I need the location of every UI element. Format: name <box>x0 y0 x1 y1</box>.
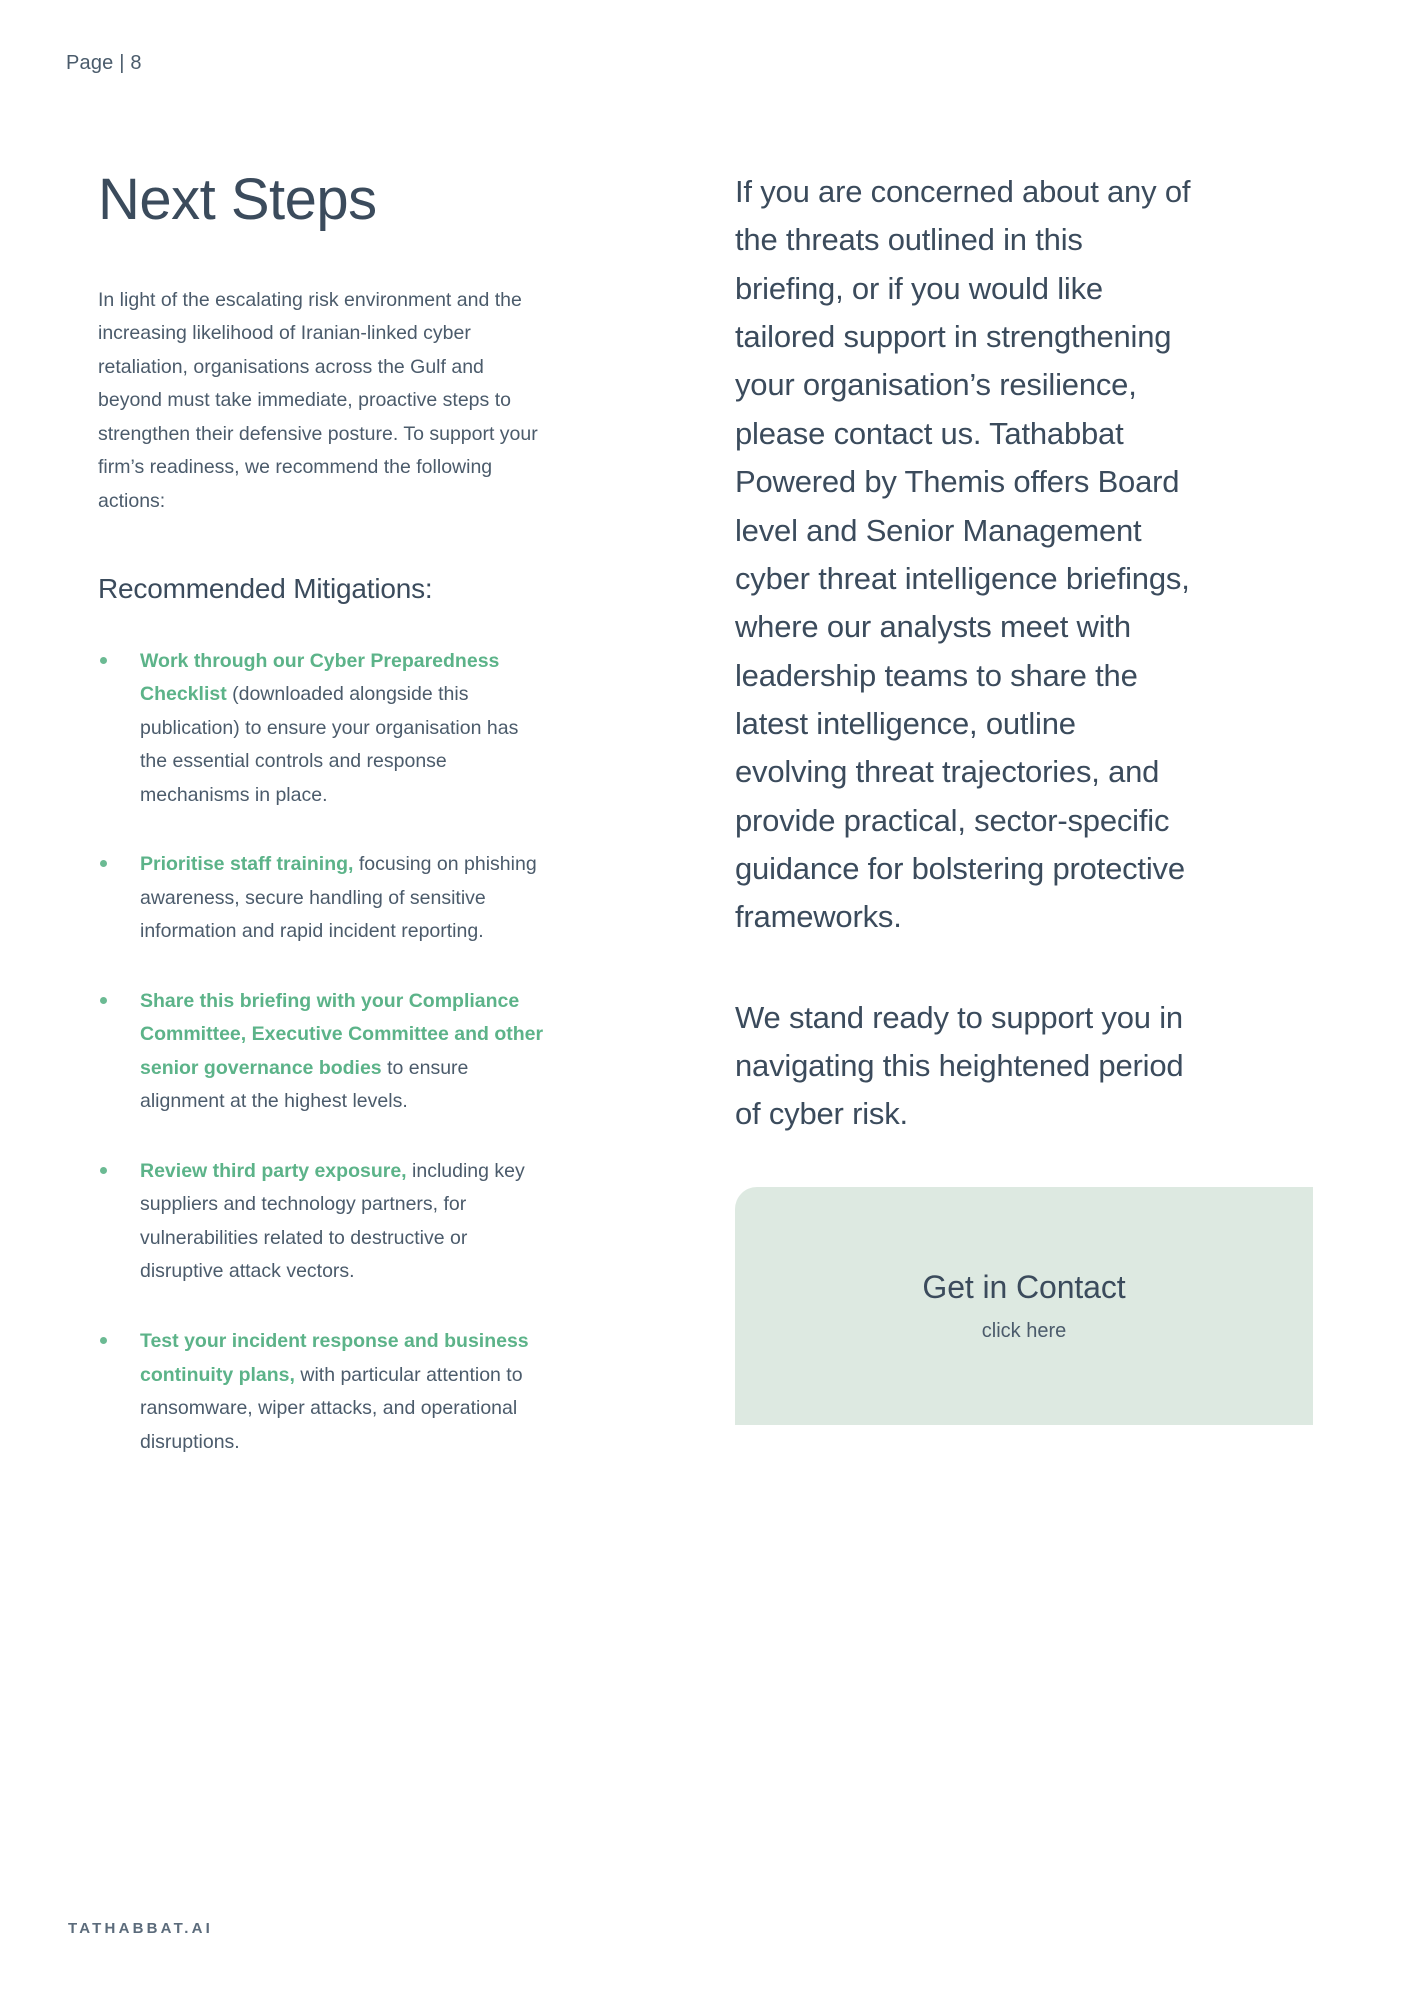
cta-subtitle: click here <box>981 1319 1067 1342</box>
list-item-body: with particular attention to ransomware, wiper attacks, and operational disruptions. <box>140 1363 523 1453</box>
cta-title: Get in Contact <box>922 1268 1126 1305</box>
list-item-body: to ensure alignment at the highest levels. <box>140 1056 469 1113</box>
list-item <box>98 985 550 1119</box>
section-heading-recommended-mitigations: Recommended Mitigations: <box>98 572 433 604</box>
list-item <box>98 1155 550 1289</box>
right-column <box>735 168 1195 1425</box>
closing-paragraph: We stand ready to support you in navigating this heightened period of cyber risk. <box>735 999 1184 1132</box>
list-item-lead: Work through our Cyber Preparedness Checklist <box>140 649 500 706</box>
footer-brand: TATHABBAT.AI <box>68 1920 214 1937</box>
list-item <box>98 848 550 949</box>
left-column <box>98 168 550 1459</box>
bullet-icon <box>100 997 107 1004</box>
list-item <box>98 1325 550 1459</box>
list-item-lead: Share this briefing with your Compliance Committee, Executive Committee and other senior governance bodies <box>140 989 544 1079</box>
list-item-lead: Review third party exposure, <box>140 1159 407 1182</box>
mitigations-list <box>98 645 550 1460</box>
bullet-icon <box>100 1167 107 1174</box>
intro-paragraph: In light of the escalating risk environment and the increasing likelihood of Iranian-linked cyber retaliation, organisations across the Gulf and beyond must take immediate, proactive steps to strengthen their defensive posture. To support your firm’s readiness, we recommend the following actions: <box>98 288 538 512</box>
list-item-body: (downloaded alongside this publication) to ensure your organisation has the essential controls and response mechanisms in place. <box>140 683 519 806</box>
contact-paragraph: If you are concerned about any of the threats outlined in this briefing, or if you would like tailored support in strengthening your organisation’s resilience, please contact us. Tathabbat Powered by Themis offers Board level and Senior Management cyber threat intelligence briefings, where our analysts meet with leadership teams to share the latest intelligence, outline evolving threat trajectories, and provide practical, sector-specific guidance for bolstering protective frameworks. <box>735 174 1191 935</box>
list-item-lead: Prioritise staff training, <box>140 853 354 876</box>
page-number-header: Page | 8 <box>66 52 142 74</box>
bullet-icon <box>100 1337 107 1344</box>
page-title: Next Steps <box>98 167 377 232</box>
list-item <box>98 645 550 813</box>
get-in-contact-button[interactable] <box>735 1187 1313 1425</box>
list-item-lead: Test your incident response and business continuity plans, <box>140 1330 529 1386</box>
list-item-body: including key suppliers and technology partners, for vulnerabilities related to destructive or disruptive attack vectors. <box>140 1159 525 1283</box>
bullet-icon <box>100 657 107 664</box>
list-item-body: focusing on phishing awareness, secure handling of sensitive information and rapid incident reporting. <box>140 853 537 943</box>
bullet-icon <box>100 860 107 867</box>
